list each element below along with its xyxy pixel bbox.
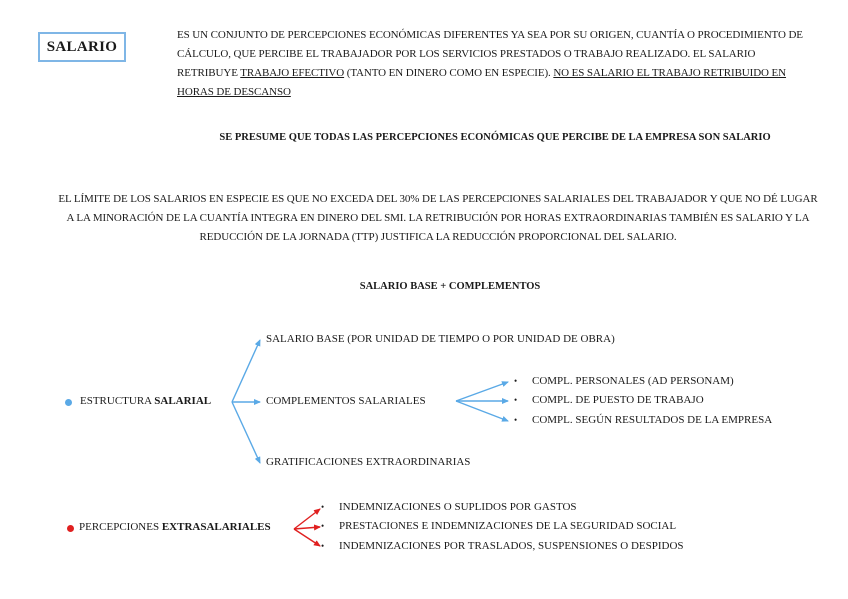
arrow-to-compl-personal [456, 382, 508, 401]
extrasalarial-arrows [294, 509, 320, 546]
extrasalarial-item-traslados: INDEMNIZACIONES POR TRASLADOS, SUSPENSIONES O DESPIDOS [339, 540, 684, 552]
extrasalarial-item-gastos: INDEMNIZACIONES O SUPLIDOS POR GASTOS [339, 501, 577, 513]
arrow-to-compl-resultados [456, 401, 508, 421]
limit-paragraph: EL LÍMITE DE LOS SALARIOS EN ESPECIE ES QUE NO EXCEDA DEL 30% DE LAS PERCEPCIONES SALARIALES DEL TRABAJADOR Y QUE NO DÉ LUGAR A LA MINORACIÓN DE LA CUANTÍA INTEGRA EN DINERO DEL SMI. LA RETRIBUCIÓN POR HORAS EXTRAORDINARIAS TAMBIÉN ES SALARIO Y LA REDUCCIÓN DE LA JORNADA (TTP) JUSTIFICA LA REDUCCIÓN PROPORCIONAL DEL SALARIO. [58, 193, 818, 243]
branch-gratifications: GRATIFICACIONES EXTRAORDINARIAS [266, 456, 471, 468]
extrasalarial-label-prefix: PERCEPCIONES [79, 521, 162, 533]
list-item [514, 394, 517, 406]
list-item [321, 520, 324, 532]
compl-resultados: COMPL. SEGÚN RESULTADOS DE LA EMPRESA [532, 414, 773, 426]
page-title: SALARIO [38, 32, 126, 62]
structure-label-bold: SALARIAL [154, 395, 212, 407]
arrow-to-prestaciones [294, 527, 320, 529]
arrow-to-traslados [294, 529, 320, 546]
list-item [514, 414, 517, 426]
definition-text: ES UN CONJUNTO DE PERCEPCIONES ECONÓMICAS DIFERENTES YA SEA POR SU ORIGEN, CUANTÍA O PROCEDIMIENTO DE CÁLCULO, QUE PERCIBE EL TRABAJADOR POR LOS SERVICIOS PRESTADOS O TRABAJO REALIZADO. EL SALARIO RETRIBUYE [177, 29, 803, 79]
bullet-icon: • [321, 541, 325, 551]
list-item [321, 501, 324, 513]
bullet-icon: • [514, 415, 518, 425]
bullet-icon: • [514, 376, 518, 386]
presumption-heading: SE PRESUME QUE TODAS LAS PERCEPCIONES ECONÓMICAS QUE PERCIBE DE LA EMPRESA SON SALARIO [219, 132, 771, 143]
list-item [514, 375, 517, 387]
arrow-to-indemnizaciones [294, 509, 320, 529]
bullet-icon: • [321, 502, 325, 512]
definition-underline-effective-work: TRABAJO EFECTIVO [240, 67, 345, 79]
definition-text-cont: (TANTO EN DINERO COMO EN ESPECIE). [344, 67, 554, 79]
extrasalarial-label [79, 521, 271, 533]
branch-base-salary: SALARIO BASE (POR UNIDAD DE TIEMPO O POR UNIDAD DE OBRA) [266, 333, 615, 345]
arrow-to-base-salary [232, 340, 260, 402]
arrow-to-gratifications [232, 402, 260, 463]
bullet-icon: • [514, 395, 518, 405]
compl-puesto: COMPL. DE PUESTO DE TRABAJO [532, 394, 704, 406]
compl-personal: COMPL. PERSONALES (AD PERSONAM) [532, 375, 734, 387]
extrasalarial-item-seguridad-social: PRESTACIONES E INDEMNIZACIONES DE LA SEGURIDAD SOCIAL [339, 520, 677, 532]
structure-label [80, 395, 211, 407]
definition-underline-rest-hours: NO ES SALARIO EL TRABAJO RETRIBUIDO EN HORAS DE DESCANSO [177, 67, 787, 98]
red-bullet-icon [67, 525, 74, 532]
list-item [321, 540, 324, 552]
extrasalarial-label-bold: EXTRASALARIALES [161, 521, 271, 533]
salary-formula: SALARIO BASE + COMPLEMENTOS [359, 281, 541, 292]
blue-bullet-icon [65, 399, 72, 406]
structure-label-prefix: ESTRUCTURA [80, 395, 155, 407]
branch-complements: COMPLEMENTOS SALARIALES [266, 395, 426, 407]
bullet-icon: • [321, 521, 325, 531]
